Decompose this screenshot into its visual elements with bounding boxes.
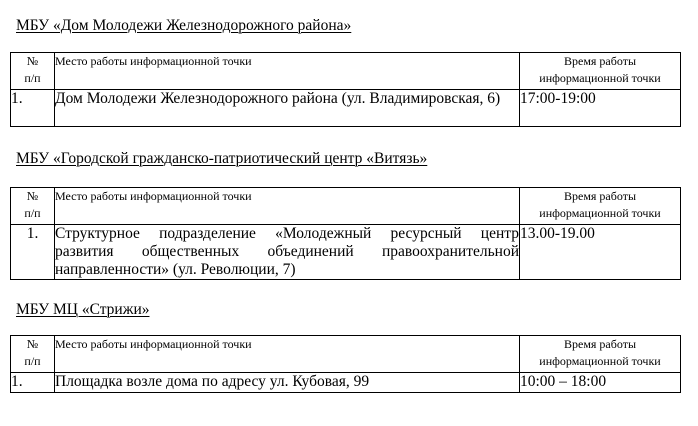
header-num-line2: п/п [24,71,41,85]
header-time-line1: Время работы [563,54,637,68]
header-num-line1: № [26,189,39,203]
table-row [11,373,681,393]
info-points-table-vityaz [10,187,681,280]
row-num: 1. [11,225,55,280]
row-place: Дом Молодежи Железнодорожного района (ул. Владимировская, 6) [55,90,520,127]
row-time: 10:00 – 18:00 [520,373,681,393]
header-place: Место работы информационной точки [55,336,520,373]
header-num-line2: п/п [24,354,41,368]
table-row [11,225,681,280]
row-time: 13.00-19.00 [520,225,681,280]
header-time-line2: информационной точки [539,71,661,85]
table-row [11,90,681,127]
section-title-dom-molodezhi: МБУ «Дом Молодежи Железнодорожного района» [16,17,352,34]
header-num-line1: № [26,337,39,351]
section-title-vityaz: МБУ «Городской гражданско-патриотический центр «Витязь» [16,150,428,167]
row-time: 17:00-19:00 [520,90,681,127]
header-time-line1: Время работы [563,337,637,351]
info-points-table-strizhi [10,335,681,393]
header-num-line2: п/п [24,206,41,220]
header-time-line2: информационной точки [539,354,661,368]
header-place: Место работы информационной точки [55,53,520,90]
row-num: 1. [11,90,55,127]
header-num [11,336,55,373]
header-num [11,53,55,90]
header-place: Место работы информационной точки [55,188,520,225]
header-time [520,188,681,225]
header-time-line1: Время работы [563,189,637,203]
header-time-line2: информационной точки [539,206,661,220]
row-num: 1. [11,373,55,393]
header-num [11,188,55,225]
info-points-table-dom-molodezhi [10,52,681,127]
row-place: Структурное подразделение «Молодежный ресурсный центр развития общественных объединений правоохранительной направленности» (ул. Революции, 7) [55,225,519,278]
header-time [520,336,681,373]
table-header-row [11,53,681,90]
header-num-line1: № [26,54,39,68]
table-header-row [11,336,681,373]
header-time [520,53,681,90]
table-header-row [11,188,681,225]
section-title-strizhi: МБУ МЦ «Стрижи» [16,301,150,318]
row-place: Площадка возле дома по адресу ул. Кубовая, 99 [55,373,520,393]
